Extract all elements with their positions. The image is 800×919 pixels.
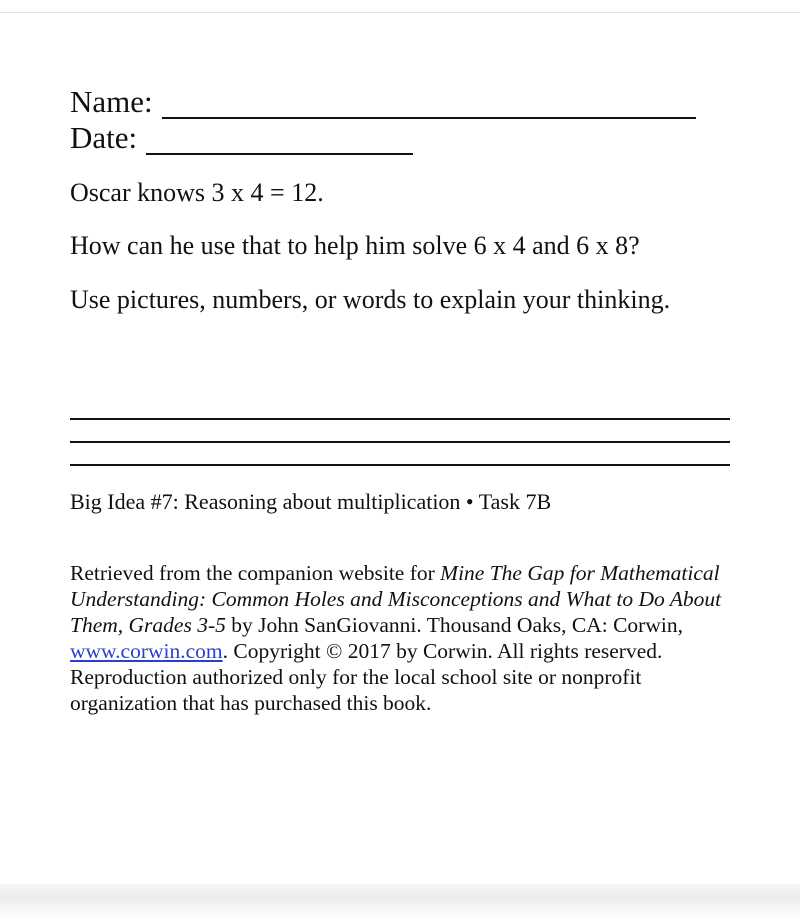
credit-lead: Retrieved from the companion website for: [70, 561, 441, 585]
name-label: Name:: [70, 84, 153, 119]
page-bottom-shadow: [0, 884, 800, 919]
answer-line: [70, 464, 730, 466]
credit-tail: . Copyright © 2017 by Corwin. All rights reserved. Reproduction authorized only for the local school site or nonprofit organization that has purchased this book.: [70, 639, 663, 715]
date-label: Date:: [70, 120, 138, 155]
answer-line: [70, 418, 730, 420]
corwin-link[interactable]: www.corwin.com: [70, 639, 223, 663]
book-title: Mine The Gap for Mathematical Understanding: Common Holes and Misconceptions and What to Do About Them, Grades 3-5: [70, 561, 722, 637]
date-field: [70, 120, 137, 156]
date-blank-line: [146, 153, 413, 155]
credit-author: by John SanGiovanni. Thousand Oaks, CA: Corwin,: [225, 613, 683, 637]
page-top-edge: [0, 12, 800, 13]
problem-statement: Oscar knows 3 x 4 = 12.: [70, 178, 324, 207]
task-footer: Big Idea #7: Reasoning about multiplication • Task 7B: [70, 489, 552, 514]
copyright-notice: [70, 560, 730, 716]
instruction-text: Use pictures, numbers, or words to explain your thinking.: [70, 285, 671, 314]
name-field: [70, 84, 153, 120]
name-blank-line: [162, 117, 696, 119]
question-text: How can he use that to help him solve 6 x 4 and 6 x 8?: [70, 231, 640, 260]
answer-line: [70, 441, 730, 443]
